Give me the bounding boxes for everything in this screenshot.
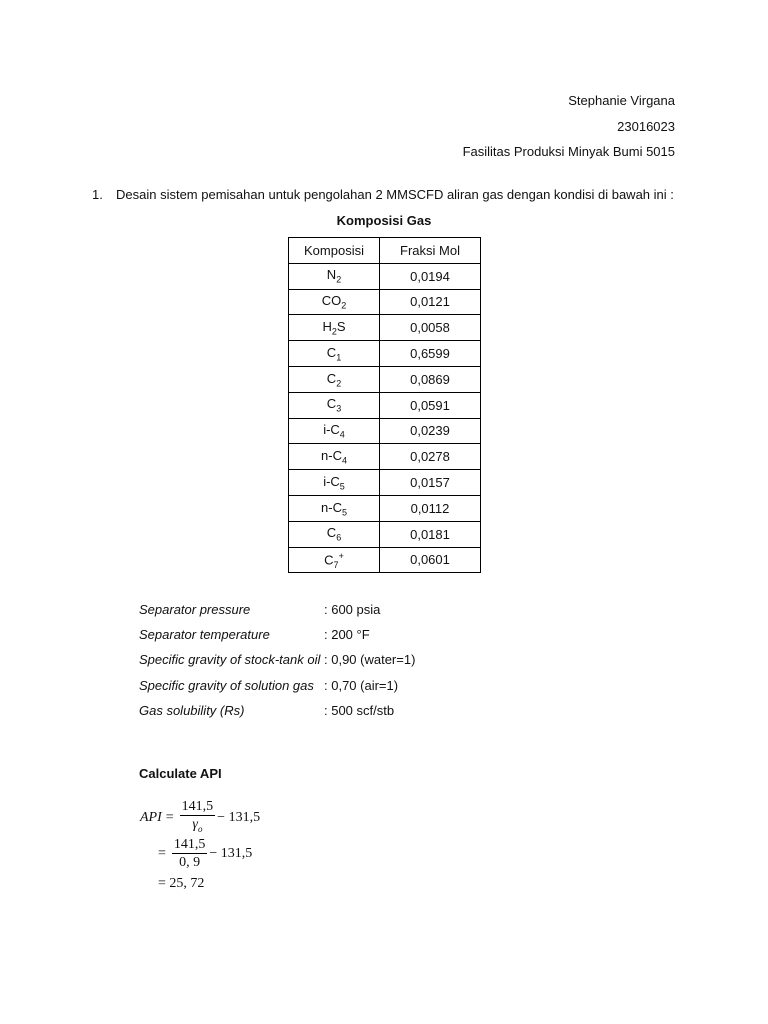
component-cell: [289, 392, 380, 418]
column-header-komposisi: Komposisi: [289, 238, 380, 264]
component-tail: S: [336, 318, 346, 334]
student-id: 23016023: [617, 118, 675, 134]
fraction-1-numerator: 141,5: [181, 798, 214, 814]
calculate-api-title: Calculate API: [139, 766, 222, 781]
table-row: [289, 495, 481, 521]
table-row: [289, 547, 481, 573]
mole-fraction-cell: 0,0058: [380, 315, 481, 341]
table-row: [289, 315, 481, 341]
property-value: : 600 psia: [324, 602, 381, 618]
table-row: [289, 392, 481, 418]
property-label: Specific gravity of solution gas: [139, 677, 314, 693]
mole-fraction-cell: 0,0601: [380, 547, 481, 573]
property-row: [139, 647, 415, 672]
api-formula: [140, 800, 260, 896]
property-label: Separator pressure: [139, 602, 251, 618]
component-cell: [289, 418, 380, 444]
property-label: Specific gravity of stock-tank oil: [139, 652, 321, 668]
table-title: Komposisi Gas: [336, 213, 432, 228]
fraction-1: [180, 799, 216, 838]
formula-line-1: [140, 800, 260, 836]
gamma-symbol: γ: [192, 816, 198, 832]
component-subscript: 7: [333, 559, 339, 570]
property-row: [139, 698, 415, 723]
equals-sign-2: =: [158, 846, 166, 861]
component-subscript: 2: [341, 300, 347, 311]
course-name: Fasilitas Produksi Minyak Bumi 5015: [462, 144, 675, 159]
mole-fraction-cell: 0,6599: [380, 341, 481, 367]
mole-fraction-cell: 0,0121: [380, 289, 481, 315]
property-row: [139, 673, 415, 698]
component-base: C: [326, 396, 337, 412]
fraction-2: [172, 837, 208, 872]
author-name: Stephanie Virgana: [568, 93, 675, 108]
api-symbol: API: [140, 810, 162, 825]
minus-term-1: − 131,5: [217, 810, 261, 825]
component-subscript: 1: [336, 352, 342, 363]
api-result: = 25, 72: [158, 876, 205, 891]
component-cell: [289, 315, 380, 341]
component-subscript: 2: [336, 378, 342, 389]
property-row: [139, 597, 415, 622]
fraction-1-denominator: [190, 816, 204, 838]
author-header: [463, 88, 675, 165]
gas-composition-table: [288, 237, 481, 573]
component-cell: [289, 341, 380, 367]
mole-fraction-cell: 0,0112: [380, 495, 481, 521]
property-value: : 0,70 (air=1): [324, 677, 399, 693]
formula-line-3: [140, 872, 260, 896]
question-number: 1.: [92, 187, 103, 202]
column-header-fraksi-mol: Fraksi Mol: [380, 238, 481, 264]
property-value: : 500 scf/stb: [324, 702, 395, 718]
table-row: [289, 341, 481, 367]
table-row: [289, 521, 481, 547]
table-row: [289, 289, 481, 315]
mole-fraction-cell: 0,0194: [380, 263, 481, 289]
component-cell: [289, 366, 380, 392]
component-subscript: 5: [341, 507, 347, 518]
component-base: CO: [321, 293, 342, 309]
component-cell: [289, 547, 380, 573]
formula-line-2: [140, 836, 260, 872]
component-cell: [289, 470, 380, 496]
question-text: Desain sistem pemisahan untuk pengolahan 2 MMSCFD aliran gas dengan kondisi di bawah ini :: [116, 187, 674, 202]
component-subscript: 5: [339, 481, 345, 492]
component-subscript: 2: [331, 326, 337, 337]
property-value: : 200 °F: [324, 627, 370, 643]
table-row: [289, 418, 481, 444]
fraction-2-numerator: 141,5: [173, 836, 206, 852]
mole-fraction-cell: 0,0239: [380, 418, 481, 444]
component-subscript: 2: [336, 274, 342, 285]
component-subscript: 3: [336, 403, 342, 414]
component-base: C: [326, 525, 337, 541]
property-value: : 0,90 (water=1): [324, 652, 416, 668]
component-base: H: [322, 318, 332, 334]
component-base: n-C: [321, 447, 342, 463]
mole-fraction-cell: 0,0591: [380, 392, 481, 418]
table-row: [289, 444, 481, 470]
component-cell: [289, 444, 380, 470]
equals-sign: =: [165, 810, 174, 825]
table-row: [289, 263, 481, 289]
property-row: [139, 622, 415, 647]
table-row: [289, 470, 481, 496]
fraction-2-denominator: 0, 9: [179, 854, 201, 870]
gamma-subscript: o: [197, 823, 203, 834]
mole-fraction-cell: 0,0869: [380, 366, 481, 392]
table-row: [289, 366, 481, 392]
component-cell: [289, 289, 380, 315]
component-base: N: [326, 267, 337, 283]
property-label: Gas solubility (Rs): [139, 702, 245, 718]
component-base: C: [326, 370, 337, 386]
minus-term-2: − 131,5: [209, 846, 253, 861]
component-cell: [289, 263, 380, 289]
component-cell: [289, 521, 380, 547]
component-base: C: [324, 551, 334, 567]
component-cell: [289, 495, 380, 521]
component-subscript: 6: [336, 532, 342, 543]
mole-fraction-cell: 0,0181: [380, 521, 481, 547]
mole-fraction-cell: 0,0278: [380, 444, 481, 470]
component-base: n-C: [321, 499, 342, 515]
question-1: [92, 187, 674, 202]
separator-properties: [139, 597, 415, 723]
mole-fraction-cell: 0,0157: [380, 470, 481, 496]
component-subscript: 4: [339, 429, 345, 440]
component-subscript: 4: [341, 455, 347, 466]
component-superscript: +: [338, 550, 344, 561]
property-label: Separator temperature: [139, 627, 270, 643]
component-base: i-C: [323, 473, 340, 489]
component-base: C: [326, 344, 337, 360]
table-header-row: [289, 238, 481, 264]
component-base: i-C: [323, 422, 340, 438]
